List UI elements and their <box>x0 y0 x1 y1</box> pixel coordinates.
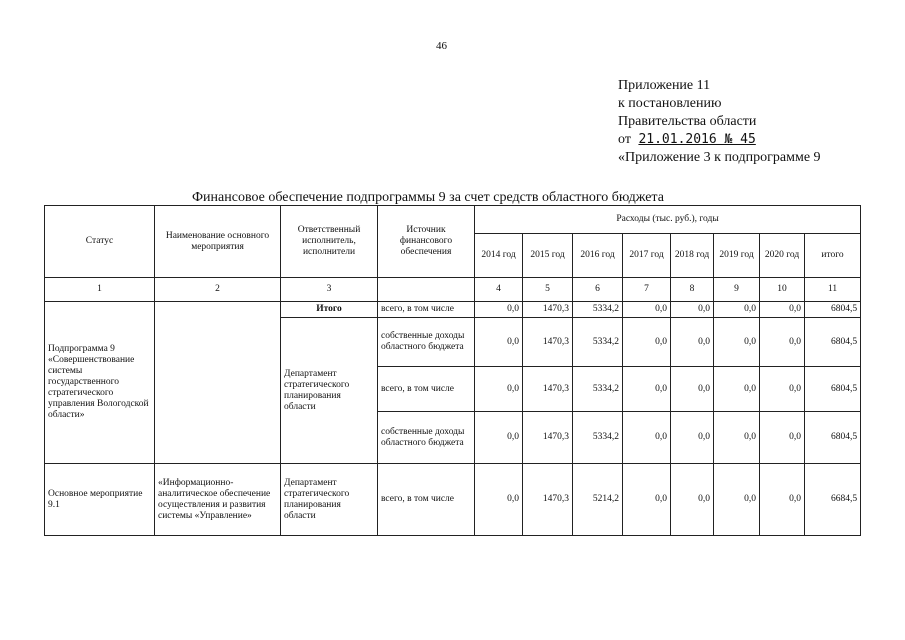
total-label: Итого <box>281 302 378 318</box>
value-cell: 0,0 <box>623 412 671 464</box>
value-cell: 6804,5 <box>805 318 861 367</box>
value-cell: 0,0 <box>760 464 805 536</box>
header-total: итого <box>805 234 861 278</box>
column-number: 3 <box>281 278 378 302</box>
header-source: Источник финансового обеспечения <box>378 206 475 278</box>
value-cell: 0,0 <box>760 367 805 412</box>
column-number-empty <box>378 278 475 302</box>
appendix-line-1: Приложение 11 <box>618 78 711 93</box>
appendix-date-line <box>618 131 821 149</box>
column-number: 1 <box>45 278 155 302</box>
value-cell: 6804,5 <box>805 302 861 318</box>
value-cell: 0,0 <box>760 302 805 318</box>
budget-table <box>44 205 861 536</box>
column-number: 9 <box>714 278 760 302</box>
source-cell: всего, в том числе <box>378 367 475 412</box>
column-number: 2 <box>155 278 281 302</box>
source-cell: всего, в том числе <box>378 464 475 536</box>
value-cell: 0,0 <box>475 318 523 367</box>
value-cell: 0,0 <box>760 412 805 464</box>
column-number-row <box>45 278 861 302</box>
value-cell: 0,0 <box>671 318 714 367</box>
subprogram-status: Подпрограмма 9 «Совершенствование системы государственного стратегического управления Вологодской области» <box>45 302 155 464</box>
source-cell: всего, в том числе <box>378 302 475 318</box>
value-cell: 0,0 <box>475 302 523 318</box>
document-title: Финансовое обеспечение подпрограммы 9 за счет средств областного бюджета <box>192 190 664 205</box>
value-cell: 5334,2 <box>573 367 623 412</box>
appendix-line-5: «Приложение 3 к подпрограмме 9 <box>618 150 821 165</box>
column-number: 6 <box>573 278 623 302</box>
value-cell: 0,0 <box>671 367 714 412</box>
value-cell: 0,0 <box>475 464 523 536</box>
value-cell: 1470,3 <box>523 302 573 318</box>
value-cell: 0,0 <box>623 318 671 367</box>
appendix-line-3: Правительства области <box>618 114 757 129</box>
table-row <box>45 464 861 536</box>
value-cell: 6684,5 <box>805 464 861 536</box>
value-cell: 0,0 <box>714 412 760 464</box>
value-cell: 5334,2 <box>573 412 623 464</box>
measure-status: Основное мероприятие 9.1 <box>45 464 155 536</box>
page-number: 46 <box>436 40 447 52</box>
column-number: 8 <box>671 278 714 302</box>
value-cell: 0,0 <box>623 367 671 412</box>
value-cell: 1470,3 <box>523 318 573 367</box>
appendix-line-2: к постановлению <box>618 96 722 111</box>
value-cell: 0,0 <box>671 412 714 464</box>
value-cell: 1470,3 <box>523 412 573 464</box>
subprogram-measure-empty <box>155 302 281 464</box>
value-cell: 0,0 <box>623 464 671 536</box>
header-measure: Наименование основного мероприятия <box>155 206 281 278</box>
appendix-date-value: 21.01.2016 № 45 <box>638 132 756 147</box>
column-number: 11 <box>805 278 861 302</box>
value-cell: 0,0 <box>714 318 760 367</box>
value-cell: 1470,3 <box>523 367 573 412</box>
appendix-block <box>618 77 821 167</box>
header-year: 2018 год <box>671 234 714 278</box>
header-expenses: Расходы (тыс. руб.), годы <box>475 206 861 234</box>
header-status: Статус <box>45 206 155 278</box>
header-year: 2017 год <box>623 234 671 278</box>
header-year: 2020 год <box>760 234 805 278</box>
source-cell: собственные доходы областного бюджета <box>378 318 475 367</box>
value-cell: 0,0 <box>623 302 671 318</box>
value-cell: 6804,5 <box>805 367 861 412</box>
value-cell: 5334,2 <box>573 318 623 367</box>
value-cell: 0,0 <box>475 367 523 412</box>
table-row <box>45 302 861 318</box>
value-cell: 5334,2 <box>573 302 623 318</box>
header-year: 2019 год <box>714 234 760 278</box>
value-cell: 0,0 <box>671 302 714 318</box>
value-cell: 0,0 <box>671 464 714 536</box>
value-cell: 0,0 <box>760 318 805 367</box>
value-cell: 0,0 <box>475 412 523 464</box>
header-year: 2014 год <box>475 234 523 278</box>
column-number: 4 <box>475 278 523 302</box>
value-cell: 0,0 <box>714 464 760 536</box>
header-year: 2015 год <box>523 234 573 278</box>
measure-name: «Информационно-аналитическое обеспечение осуществления и развития системы «Управление» <box>155 464 281 536</box>
column-number: 7 <box>623 278 671 302</box>
value-cell: 1470,3 <box>523 464 573 536</box>
header-year: 2016 год <box>573 234 623 278</box>
header-responsible: Ответственный исполнитель, исполнители <box>281 206 378 278</box>
value-cell: 5214,2 <box>573 464 623 536</box>
department-cell: Департамент стратегического планирования области <box>281 318 378 464</box>
column-number: 10 <box>760 278 805 302</box>
measure-responsible: Департамент стратегического планирования области <box>281 464 378 536</box>
source-cell: собственные доходы областного бюджета <box>378 412 475 464</box>
column-number: 5 <box>523 278 573 302</box>
header-row-1 <box>45 206 861 234</box>
value-cell: 0,0 <box>714 302 760 318</box>
value-cell: 0,0 <box>714 367 760 412</box>
value-cell: 6804,5 <box>805 412 861 464</box>
appendix-date-prefix: от <box>618 132 631 147</box>
